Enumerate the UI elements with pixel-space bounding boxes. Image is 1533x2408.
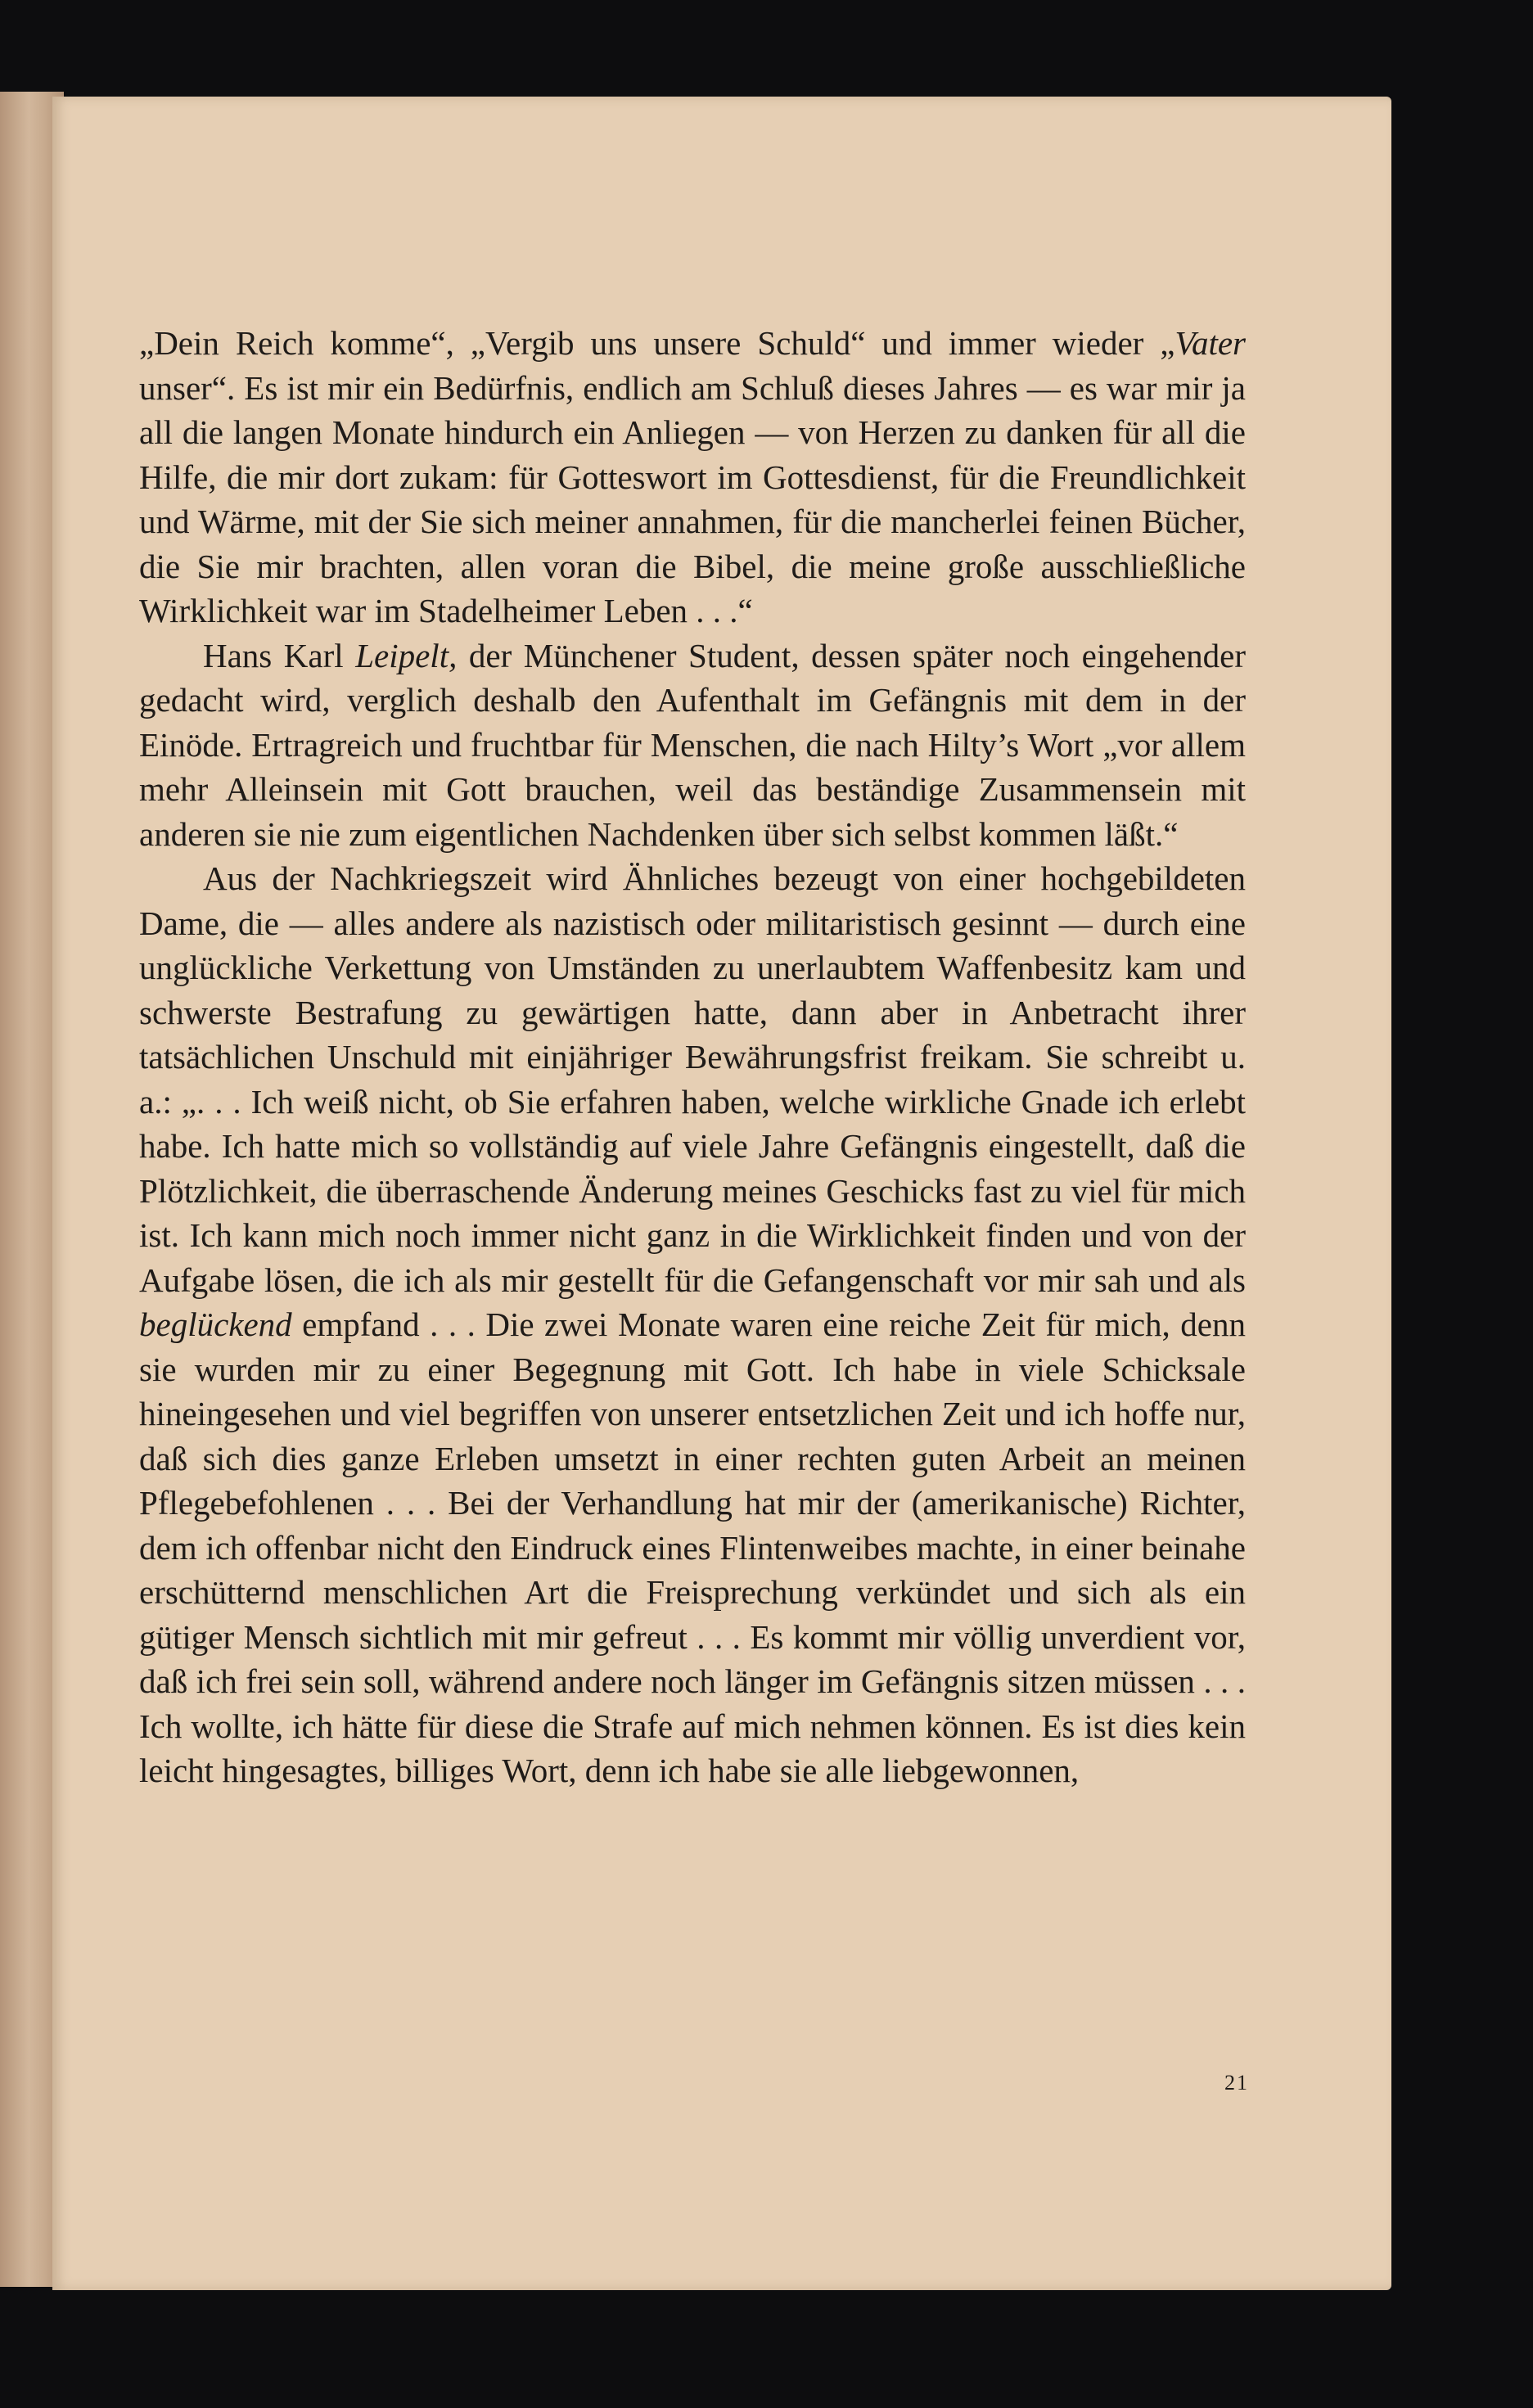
text-run: „Dein Reich komme“, „Vergib uns unsere Schuld“ und immer wieder „ — [139, 324, 1175, 362]
text-run: empfand . . . Die zwei Monate waren eine reiche Zeit für mich, denn sie wurden mir zu einer Begegnung mit Gott. Ich habe in viele Schicksale hineingesehen und viel begriffen von unserer entsetzlichen Zeit und ich hoffe nur, daß sich dies ganze Erleben umsetzt in einer rechten guten Arbeit an meinen Pflegebefohlenen . . . Bei der Verhandlung hat mir der (amerikanische) Richter, dem ich offenbar nicht den Eindruck eines Flintenweibes machte, in einer beinahe erschütternd menschlichen Art die Freisprechung verkündet und sich als ein gütiger Mensch sichtlich mit mir gefreut . . . Es kommt mir völlig unverdient vor, daß ich frei sein soll, während andere noch länger im Gefängnis sitzen müssen . . . Ich wollte, ich hätte für diese die Strafe auf mich nehmen können. Es ist dies kein leicht hingesagtes, billiges Wort, denn ich habe sie alle liebgewonnen, — [139, 1305, 1246, 1789]
body-text — [139, 321, 1246, 1793]
paragraph-3 — [139, 856, 1246, 1793]
text-run: der Münchener Student, dessen später noch eingehender gedacht wird, verglich deshalb den Aufenthalt im Gefängnis mit dem in der Einöde. Ertragreich und fruchtbar für Menschen, die nach Hilty’s Wort „vor allem mehr Alleinsein mit Gott brauchen, weil das beständige Zusammensein mit anderen sie nie zum eigentlichen Nachdenken über sich selbst kommen läßt.“ — [139, 636, 1246, 853]
italic-run: Vater — [1175, 324, 1246, 362]
text-run: Hans Karl — [203, 636, 356, 674]
paragraph-2 — [139, 634, 1246, 857]
text-run: unser“. Es ist mir ein Bedürfnis, endlich am Schluß dieses Jahres — es war mir ja all die langen Monate hindurch ein Anliegen — von Herzen zu danken für all die Hilfe, die mir dort zukam: für Gotteswort im Gottesdienst, für die Freundlichkeit und Wärme, mit der Sie sich meiner annahmen, für die mancherlei feinen Bücher, die Sie mir brachten, allen voran die Bibel, die meine große ausschließliche Wirklichkeit war im Stadelheimer Leben . . .“ — [139, 368, 1246, 629]
text-run: Aus der Nachkriegszeit wird Ähnliches bezeugt von einer hochgebildeten Dame, die — alles andere als nazistisch oder militaristisch gesinnt — durch eine unglückliche Verkettung von Umständen zu unerlaubtem Waffenbesitz kam und schwerste Bestrafung zu gewärtigen hatte, dann aber in Anbetracht ihrer tatsächlichen Unschuld mit einjähriger Bewährungsfrist freikam. Sie schreibt u. a.: „. . . Ich weiß nicht, ob Sie erfahren haben, welche wirkliche Gnade ich erlebt habe. Ich hatte mich so vollständig auf viele Jahre Gefängnis eingestellt, daß die Plötzlichkeit, die überraschende Änderung meines Geschicks fast zu viel für mich ist. Ich kann mich noch immer nicht ganz in die Wirklichkeit finden und von der Aufgabe lösen, die ich als mir gestellt für die Gefangenschaft vor mir sah und als — [139, 859, 1246, 1299]
page-number: 21 — [1224, 2071, 1249, 2095]
italic-run: Leipelt, — [355, 636, 458, 674]
italic-run: beglückend — [139, 1305, 292, 1343]
paragraph-1 — [139, 321, 1246, 634]
